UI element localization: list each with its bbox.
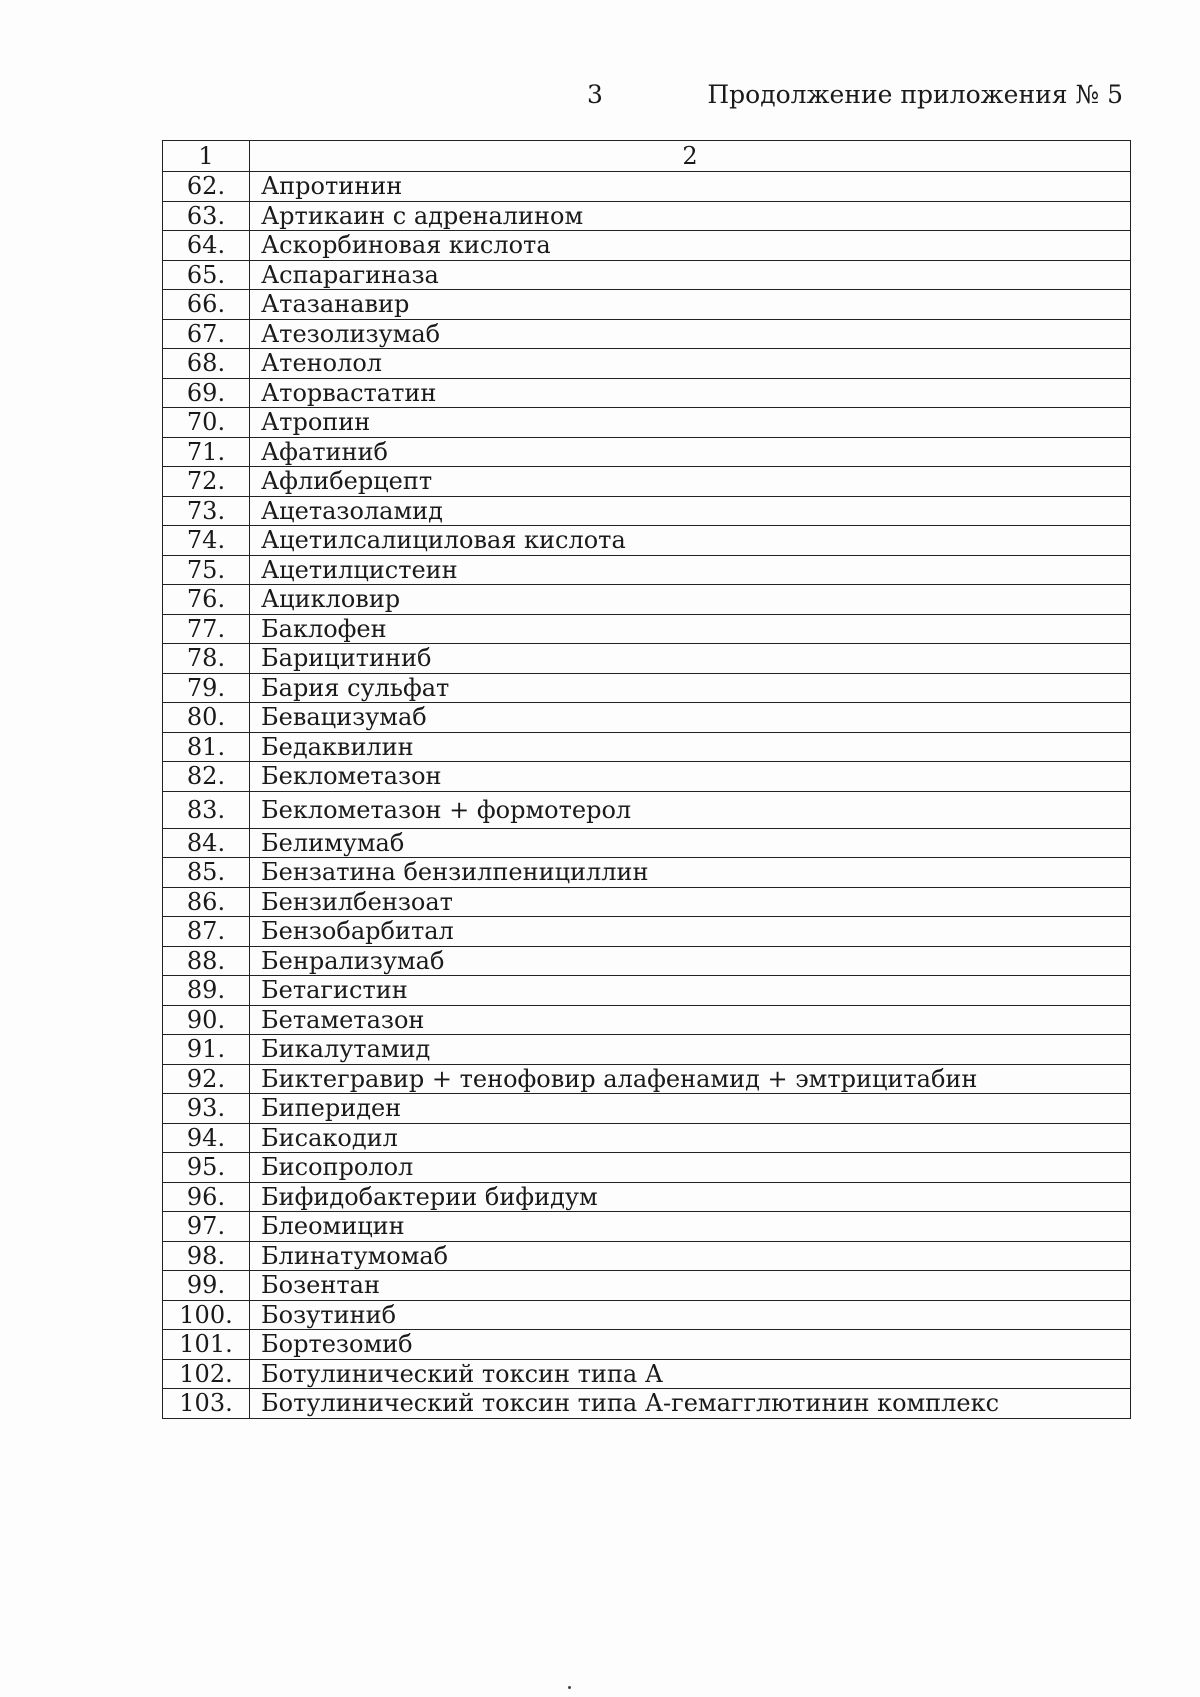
medication-name-cell: Ботулинический токсин типа А-гемагглютинин комплекс <box>250 1389 1131 1419</box>
table-row <box>163 1182 1131 1212</box>
row-number-cell: 83. <box>163 791 250 828</box>
row-number-cell: 74. <box>163 526 250 556</box>
table-row <box>163 791 1131 828</box>
medication-name-cell: Бисопролол <box>250 1153 1131 1183</box>
medication-name-cell: Ацетилцистеин <box>250 555 1131 585</box>
medication-name-cell: Афатиниб <box>250 437 1131 467</box>
medication-name-cell: Аскорбиновая кислота <box>250 231 1131 261</box>
table-header <box>163 141 1131 172</box>
medication-name-cell: Атезолизумаб <box>250 319 1131 349</box>
row-number-cell: 97. <box>163 1212 250 1242</box>
table-row <box>163 1064 1131 1094</box>
table-row <box>163 1005 1131 1035</box>
appendix-continuation-label: Продолжение приложения № 5 <box>707 80 1123 109</box>
table-row <box>163 526 1131 556</box>
medication-name-cell: Атазанавир <box>250 290 1131 320</box>
medication-name-cell: Ацикловир <box>250 585 1131 615</box>
row-number-cell: 98. <box>163 1241 250 1271</box>
table-row <box>163 319 1131 349</box>
medication-name-cell: Бензобарбитал <box>250 917 1131 947</box>
table-row <box>163 201 1131 231</box>
row-number-cell: 93. <box>163 1094 250 1124</box>
row-number-cell: 88. <box>163 946 250 976</box>
row-number-cell: 92. <box>163 1064 250 1094</box>
table-row <box>163 1094 1131 1124</box>
table-body <box>163 172 1131 1419</box>
medication-name-cell: Атропин <box>250 408 1131 438</box>
table-row <box>163 1300 1131 1330</box>
row-number-cell: 90. <box>163 1005 250 1035</box>
table-row <box>163 887 1131 917</box>
row-number-cell: 84. <box>163 828 250 858</box>
medication-name-cell: Бария сульфат <box>250 673 1131 703</box>
row-number-cell: 103. <box>163 1389 250 1419</box>
row-number-cell: 80. <box>163 703 250 733</box>
medication-name-cell: Барицитиниб <box>250 644 1131 674</box>
medication-name-cell: Биктегравир + тенофовир алафенамид + эмтрицитабин <box>250 1064 1131 1094</box>
table-row <box>163 1241 1131 1271</box>
table-row <box>163 437 1131 467</box>
table-row <box>163 260 1131 290</box>
row-number-cell: 99. <box>163 1271 250 1301</box>
table-row <box>163 408 1131 438</box>
medication-name-cell: Артикаин с адреналином <box>250 201 1131 231</box>
row-number-cell: 86. <box>163 887 250 917</box>
row-number-cell: 75. <box>163 555 250 585</box>
medication-name-cell: Бетагистин <box>250 976 1131 1006</box>
row-number-cell: 78. <box>163 644 250 674</box>
medication-name-cell: Атенолол <box>250 349 1131 379</box>
medication-name-cell: Беклометазон + формотерол <box>250 791 1131 828</box>
column-header-name: 2 <box>250 141 1131 172</box>
table-header-row <box>163 141 1131 172</box>
row-number-cell: 87. <box>163 917 250 947</box>
row-number-cell: 82. <box>163 762 250 792</box>
medication-name-cell: Бетаметазон <box>250 1005 1131 1035</box>
medication-name-cell: Баклофен <box>250 614 1131 644</box>
row-number-cell: 100. <box>163 1300 250 1330</box>
medication-name-cell: Бозентан <box>250 1271 1131 1301</box>
table-row <box>163 555 1131 585</box>
row-number-cell: 76. <box>163 585 250 615</box>
medication-name-cell: Бозутиниб <box>250 1300 1131 1330</box>
row-number-cell: 66. <box>163 290 250 320</box>
medication-name-cell: Ацетазоламид <box>250 496 1131 526</box>
row-number-cell: 85. <box>163 858 250 888</box>
table-row <box>163 673 1131 703</box>
medication-name-cell: Бедаквилин <box>250 732 1131 762</box>
medication-name-cell: Бикалутамид <box>250 1035 1131 1065</box>
row-number-cell: 71. <box>163 437 250 467</box>
table-row <box>163 703 1131 733</box>
medication-name-cell: Бифидобактерии бифидум <box>250 1182 1131 1212</box>
medication-name-cell: Бенрализумаб <box>250 946 1131 976</box>
table-row <box>163 467 1131 497</box>
row-number-cell: 70. <box>163 408 250 438</box>
page-number: 3 <box>587 80 603 109</box>
table-row <box>163 290 1131 320</box>
table-row <box>163 1389 1131 1419</box>
table-row <box>163 1153 1131 1183</box>
row-number-cell: 79. <box>163 673 250 703</box>
row-number-cell: 64. <box>163 231 250 261</box>
table-row <box>163 1212 1131 1242</box>
scan-mark <box>568 1686 571 1689</box>
table-row <box>163 349 1131 379</box>
medication-name-cell: Апротинин <box>250 172 1131 202</box>
medications-table <box>162 140 1131 1419</box>
row-number-cell: 94. <box>163 1123 250 1153</box>
table-row <box>163 496 1131 526</box>
medication-name-cell: Блинатумомаб <box>250 1241 1131 1271</box>
table-row <box>163 1123 1131 1153</box>
medication-name-cell: Бевацизумаб <box>250 703 1131 733</box>
medication-name-cell: Ацетилсалициловая кислота <box>250 526 1131 556</box>
medication-name-cell: Афлиберцепт <box>250 467 1131 497</box>
table-row <box>163 828 1131 858</box>
medication-name-cell: Беклометазон <box>250 762 1131 792</box>
medication-name-cell: Бипериден <box>250 1094 1131 1124</box>
row-number-cell: 73. <box>163 496 250 526</box>
table-row <box>163 976 1131 1006</box>
medication-name-cell: Ботулинический токсин типа А <box>250 1359 1131 1389</box>
row-number-cell: 77. <box>163 614 250 644</box>
row-number-cell: 81. <box>163 732 250 762</box>
medication-name-cell: Аспарагиназа <box>250 260 1131 290</box>
medication-name-cell: Белимумаб <box>250 828 1131 858</box>
table-row <box>163 1330 1131 1360</box>
table-row <box>163 1035 1131 1065</box>
table-row <box>163 614 1131 644</box>
row-number-cell: 67. <box>163 319 250 349</box>
medication-name-cell: Блеомицин <box>250 1212 1131 1242</box>
table-row <box>163 378 1131 408</box>
table-row <box>163 231 1131 261</box>
column-header-number: 1 <box>163 141 250 172</box>
medication-name-cell: Бензатина бензилпенициллин <box>250 858 1131 888</box>
row-number-cell: 89. <box>163 976 250 1006</box>
row-number-cell: 69. <box>163 378 250 408</box>
table-row <box>163 585 1131 615</box>
table-row <box>163 732 1131 762</box>
row-number-cell: 68. <box>163 349 250 379</box>
table-row <box>163 644 1131 674</box>
row-number-cell: 91. <box>163 1035 250 1065</box>
table-row <box>163 1271 1131 1301</box>
table-row <box>163 858 1131 888</box>
row-number-cell: 72. <box>163 467 250 497</box>
table-row <box>163 172 1131 202</box>
row-number-cell: 102. <box>163 1359 250 1389</box>
medication-name-cell: Бензилбензоат <box>250 887 1131 917</box>
table-row <box>163 917 1131 947</box>
medication-name-cell: Бортезомиб <box>250 1330 1131 1360</box>
row-number-cell: 62. <box>163 172 250 202</box>
row-number-cell: 101. <box>163 1330 250 1360</box>
medication-name-cell: Бисакодил <box>250 1123 1131 1153</box>
table-row <box>163 1359 1131 1389</box>
row-number-cell: 65. <box>163 260 250 290</box>
table-row <box>163 762 1131 792</box>
row-number-cell: 95. <box>163 1153 250 1183</box>
medication-name-cell: Аторвастатин <box>250 378 1131 408</box>
table-row <box>163 946 1131 976</box>
row-number-cell: 63. <box>163 201 250 231</box>
row-number-cell: 96. <box>163 1182 250 1212</box>
